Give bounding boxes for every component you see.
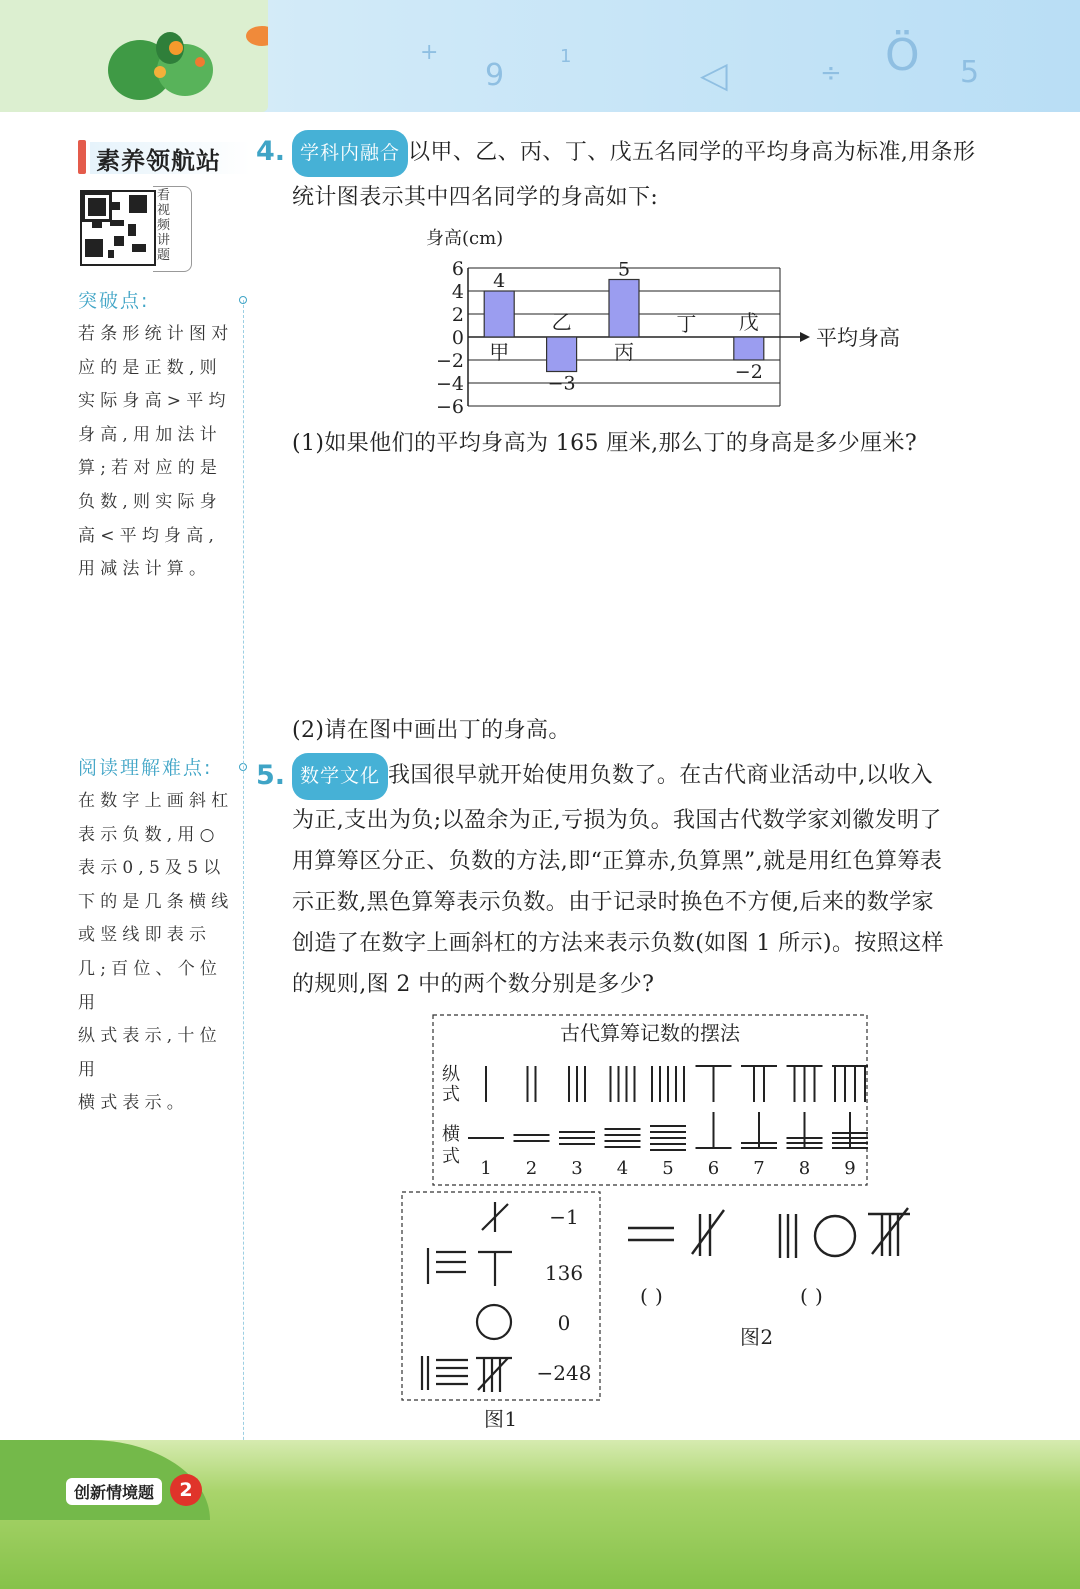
rod-vertical-2	[528, 1066, 536, 1102]
sidebar-title-marker	[78, 140, 86, 174]
note1-line: 用减法计算。	[78, 559, 212, 580]
chart-category-label: 甲	[489, 340, 510, 364]
rods-digit-label: 5	[662, 1158, 674, 1179]
q4-text	[292, 130, 1052, 218]
figure-2-rods	[620, 1200, 920, 1280]
rods-row-label-horizontal-2: 式	[442, 1146, 460, 1167]
chart-bar	[609, 280, 639, 338]
rods-row-label-horizontal: 横	[442, 1124, 460, 1145]
rods-digit-label: 4	[616, 1158, 629, 1179]
chart-bar	[734, 337, 764, 360]
sidebar-divider	[243, 300, 244, 1480]
q5-line: 的规则,图 2 中的两个数分别是多少?	[292, 972, 655, 997]
chart-y-tick: 6	[451, 258, 464, 280]
rods-glyphs	[468, 1066, 868, 1150]
rod-horizontal-3	[559, 1132, 595, 1144]
rods-row-label-vertical: 纵	[442, 1064, 460, 1085]
rods-row-label-vertical-2: 式	[442, 1084, 460, 1105]
q4-number: 4.	[256, 136, 286, 167]
height-bar-chart	[410, 222, 920, 422]
chart-y-tick: −6	[435, 396, 464, 418]
fig1-value: −1	[549, 1205, 579, 1229]
rods-digit-label: 9	[844, 1158, 856, 1179]
figure-1	[400, 1190, 604, 1404]
rods-digit-label: 2	[525, 1158, 538, 1179]
rod-horizontal-8	[787, 1112, 823, 1148]
note1-line: 应的是正数,则	[78, 357, 222, 378]
rods-digit-label: 3	[571, 1158, 583, 1179]
q5-text	[292, 753, 1052, 1005]
header-plant-panel	[0, 0, 268, 112]
rod-horizontal-9	[832, 1112, 868, 1148]
rod-vertical-5	[652, 1066, 684, 1102]
q4-sub2: (2)请在图中画出丁的身高。	[292, 718, 571, 743]
decor-one-icon: 1	[560, 46, 572, 67]
rods-digits	[480, 1158, 855, 1179]
decor-divide-icon: ÷	[820, 58, 842, 88]
rods-digit-label: 1	[480, 1158, 492, 1179]
decor-plus-icon: +	[420, 40, 439, 65]
rod-vertical-6	[696, 1066, 732, 1102]
rod-vertical-4	[611, 1066, 635, 1102]
chart-y-tick: −4	[435, 373, 464, 395]
rod-horizontal-6	[696, 1112, 732, 1148]
note2-body	[78, 785, 238, 1121]
fig2-caption: 图2	[740, 1325, 774, 1349]
chart-data-label: −2	[734, 361, 763, 383]
rods-digit-label: 8	[798, 1158, 811, 1179]
q5-line: 用算筹区分正、负数的方法,即“正算赤,负算黑”,就是用红色算筹表	[292, 849, 943, 874]
fig1-value: −248	[536, 1361, 592, 1385]
note1-line: 身高,用加法计	[78, 424, 222, 445]
q4-line: 以甲、乙、丙、丁、戊五名同学的平均身高为标准,用条形	[408, 140, 976, 165]
q4-sub1: (1)如果他们的平均身高为 165 厘米,那么丁的身高是多少厘米?	[292, 431, 918, 456]
note2-line: 表示0,5及5以	[78, 858, 226, 879]
q5-line: 示正数,黑色算筹表示负数。由于记录时换色不方便,后来的数学家	[292, 890, 934, 915]
rod-vertical-7	[741, 1066, 777, 1102]
chart-bar	[547, 337, 577, 372]
note1-line: 实际身高>平均	[78, 391, 231, 412]
chart-data-label: 4	[493, 270, 506, 292]
rod-vertical-3	[569, 1066, 585, 1102]
chart-bar	[484, 291, 514, 337]
note2-line: 或竖线即表示	[78, 925, 212, 946]
footer-series-label: 创新情境题	[66, 1478, 162, 1505]
chart-category-label: 乙	[551, 310, 572, 334]
chart-axis-arrow	[800, 332, 810, 342]
q4-tag: 学科内融合	[292, 130, 408, 177]
page-number: 2	[170, 1474, 202, 1506]
note1-body	[78, 318, 238, 587]
chart-y-tick: −2	[435, 350, 464, 372]
chart-category-label: 丙	[614, 340, 634, 364]
chart-y-tick: 4	[451, 281, 464, 303]
fig2-answer-blank-2[interactable]: ( )	[800, 1284, 824, 1308]
chart-category-label: 丁	[676, 312, 697, 336]
note1-line: 若条形统计图对	[78, 324, 234, 344]
qr-code-icon[interactable]	[80, 190, 156, 266]
decor-triangle-icon: ◁	[700, 55, 728, 96]
note2-line: 横式表示。	[78, 1093, 189, 1114]
q5-number: 5.	[256, 760, 286, 791]
rods-digit-label: 6	[707, 1158, 720, 1179]
counting-rods-table	[432, 1014, 868, 1186]
rod-horizontal-2	[514, 1135, 550, 1141]
note2-line: 纵式表示,十位用	[78, 1026, 222, 1080]
note1-line: 高<平均身高,	[78, 525, 220, 546]
rods-table-title: 古代算筹记数的摆法	[560, 1021, 740, 1045]
decor-rabbit-icon: Ö	[885, 30, 920, 81]
sidebar-title: 素养领航站	[96, 147, 221, 175]
rod-horizontal-4	[605, 1129, 641, 1147]
chart-y-tick: 0	[451, 327, 464, 349]
chart-y-tick: 2	[451, 304, 464, 326]
decor-nine-icon: 9	[485, 58, 505, 93]
chart-data-label: −3	[547, 372, 576, 395]
q5-line: 我国很早就开始使用负数了。在古代商业活动中,以收入	[388, 763, 934, 788]
note2-line: 几;百位、个位用	[78, 958, 223, 1013]
rod-vertical-8	[787, 1066, 823, 1102]
qr-caption: 看视频讲题	[157, 188, 171, 263]
q5-line: 创造了在数字上画斜杠的方法来表示负数(如图 1 所示)。按照这样	[292, 931, 944, 956]
q5-tag: 数学文化	[292, 753, 388, 800]
rod-vertical-9	[832, 1066, 868, 1102]
fig2-answer-blank-1[interactable]: ( )	[640, 1284, 664, 1308]
note2-heading: 阅读理解难点:	[78, 757, 213, 779]
decor-five-icon: 5	[960, 55, 980, 90]
chart-y-axis-label: 身高(cm)	[426, 228, 504, 249]
fig1-value: 0	[557, 1311, 571, 1335]
rods-digit-label: 7	[753, 1158, 765, 1179]
chart-labels	[436, 258, 900, 418]
fig1-caption: 图1	[484, 1407, 518, 1431]
chart-data-label: 5	[617, 258, 631, 281]
plant-illustration-icon	[0, 0, 268, 112]
note1-heading: 突破点:	[78, 290, 150, 312]
q4-line: 统计图表示其中四名同学的身高如下:	[292, 185, 659, 210]
q5-line: 为正,支出为负;以盈余为正,亏损为负。我国古代数学家刘徽发明了	[292, 808, 942, 833]
note1-line: 负数,则实际身	[78, 491, 222, 512]
chart-category-label: 戊	[738, 310, 759, 334]
note2-line: 下的是几条横线	[78, 891, 234, 912]
fig1-value: 136	[544, 1261, 584, 1285]
rod-horizontal-7	[741, 1112, 777, 1148]
rod-horizontal-5	[650, 1126, 686, 1150]
note1-line: 算;若对应的是	[78, 458, 223, 479]
note2-line: 表示负数,用○	[78, 824, 220, 845]
note2-line: 在数字上画斜杠	[78, 791, 234, 811]
chart-baseline-label: 平均身高	[816, 326, 900, 350]
